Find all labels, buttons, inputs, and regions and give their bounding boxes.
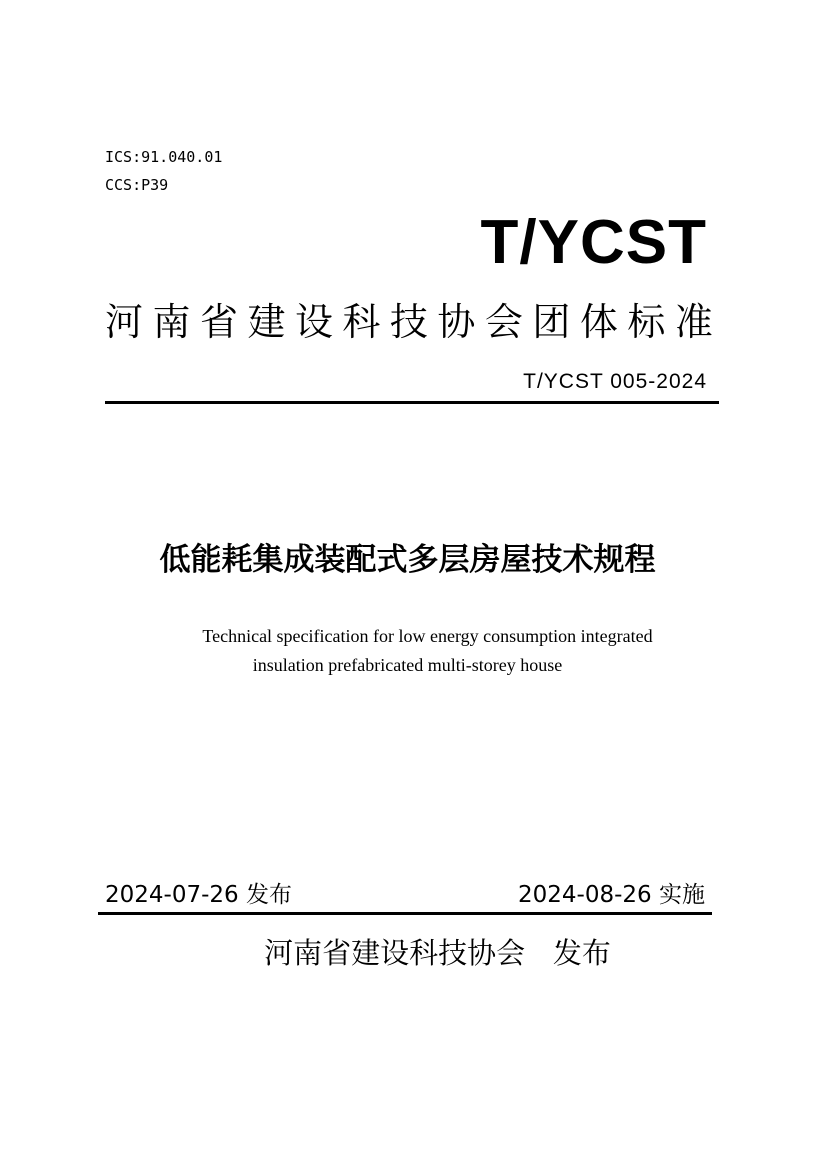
- heading-char: 会: [484, 300, 523, 344]
- publisher-line: 河南省建设科技协会 发布: [264, 936, 611, 970]
- ics-code: ICS:91.040.01: [105, 148, 223, 166]
- footer-divider: [98, 912, 712, 915]
- heading-char: 科: [342, 300, 381, 344]
- standard-logo-code: T/YCST: [480, 208, 707, 277]
- organization-standard-heading: [105, 296, 713, 348]
- english-title-line-1: Technical specification for low energy consumption integrated: [202, 626, 653, 646]
- standard-number: T/YCST 005-2024: [523, 370, 707, 393]
- issue-date: 2024-07-26 发布: [105, 882, 292, 908]
- heading-char: 标: [627, 300, 666, 344]
- heading-char: 体: [579, 300, 618, 344]
- heading-char: 省: [199, 300, 238, 344]
- english-title-line-2: insulation prefabricated multi-storey house: [252, 655, 563, 675]
- heading-char: 设: [294, 300, 333, 344]
- chinese-title: 低能耗集成装配式多层房屋技术规程: [159, 542, 656, 578]
- heading-char: 河: [105, 300, 144, 344]
- heading-char: 技: [389, 300, 428, 344]
- implementation-date: 2024-08-26 实施: [518, 882, 705, 908]
- heading-char: 团: [532, 300, 571, 344]
- ccs-code: CCS:P39: [105, 176, 169, 194]
- heading-char: 准: [674, 300, 713, 344]
- heading-char: 协: [437, 300, 476, 344]
- header-divider: [105, 401, 719, 404]
- heading-char: 南: [152, 300, 191, 344]
- heading-char: 建: [247, 300, 286, 344]
